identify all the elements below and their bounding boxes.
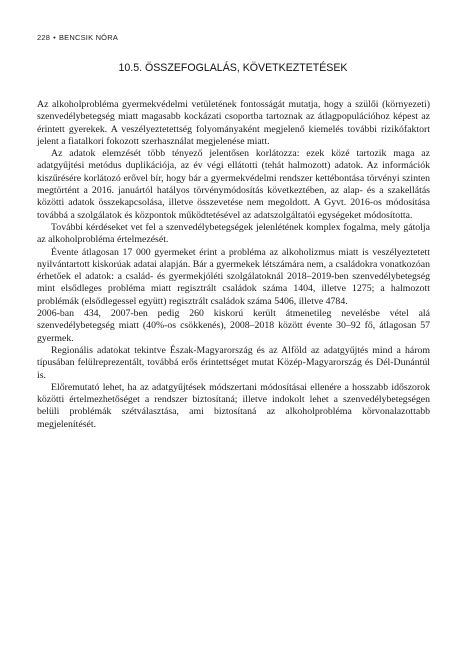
- paragraph-4: Évente átlagosan 17 000 gyermeket érint a probléma az alkoholizmus miatt is veszélyeztetett nyilvántartott kiskorúak adatai alapján. Bár a gyermekek létszámára nem, a családokra vonatkozóan érhetőek el adatok: a család- és gyermekjóléti szolgálatoknál 2018–2019-ben szenvedélybetegség mint elsődleges probléma miatt regisztrált családok száma 1404, illetve 1275; a halmozott problémák (elsődlegessel együtt) regisztrált családok száma 5406, illetve 4784.: [37, 246, 430, 307]
- section-title: 10.5. ÖSSZEFOGLALÁS, KÖVETKEZTETÉSEK: [118, 62, 348, 74]
- paragraph-1: Az alkoholprobléma gyermekvédelmi vetületének fontosságát mutatja, hogy a szülői (környezeti) szenvedélybetegség miatt magasabb kockázati csoportba tartoznak az átlagpopulációhoz képest az érintett gyerekek. A veszélyeztetettség folyományaként megjelenő kiemelés további rizikófaktort jelent a fiatalkori fokozott szerhasználat megjelenése miatt.: [37, 99, 430, 147]
- running-header: [37, 33, 118, 42]
- paragraph-5: 2006-ban 434, 2007-ben pedig 260 kiskorú került átmenetileg nevelésbe vétel alá szenvedélybetegség miatt (40%-os csökkenés), 2008–2018 között évente 30–92 fő, átlagosan 57 gyermek.: [37, 308, 430, 344]
- paragraph-3: További kérdéseket vet fel a szenvedélybetegségek jelenlétének komplex fogalma, mely gátolja az alkoholprobléma értelmezését.: [37, 221, 430, 246]
- header-separator: •: [53, 33, 56, 42]
- paragraph-7: Előremutató lehet, ha az adatgyűjtések módszertani módosításai ellenére a hosszabb időszorok közötti értelmezhetőséget a rendszer biztosítaná; illetve indokolt lehet a szenvedélybetegségen belüli problémák szétválasztása, ami biztosítaná az alkoholprobléma körvonalazottabb megjelenítését.: [37, 381, 430, 430]
- paragraph-2: Az adatok elemzését több tényező jelentősen korlátozza: ezek közé tartozik maga az adatgyűjtési metódus duplikációja, az év végi ellátotti (tehát halmozott) adatok. Az információk kiszűrésére korlátozó erővel bír, hogy bár a gyermekvédelmi rendszer kettébontása törvényi szinten megtörtént a 2016. januártól hatályos törvénymódosítás következtében, az alap- és a szakellátás közötti adatok összekapcsolása, illetve összevetése nem megoldott. A Gyvt. 2016-os módosítása továbbá a szolgálatok és központok működtetésével az adatszolgáltatói egységeket módosította.: [37, 148, 430, 221]
- paragraph-6: Regionális adatokat tekintve Észak-Magyarország és az Alföld az adatgyűjtés mind a három típusában felülreprezentált, továbbá erős érintettséget mutat Közép-Magyarország és Dél-Dunántúl is.: [37, 344, 430, 381]
- body-text: [37, 99, 430, 431]
- header-author: BENCSIK NÓRA: [58, 33, 119, 42]
- page-number: 228: [37, 33, 51, 42]
